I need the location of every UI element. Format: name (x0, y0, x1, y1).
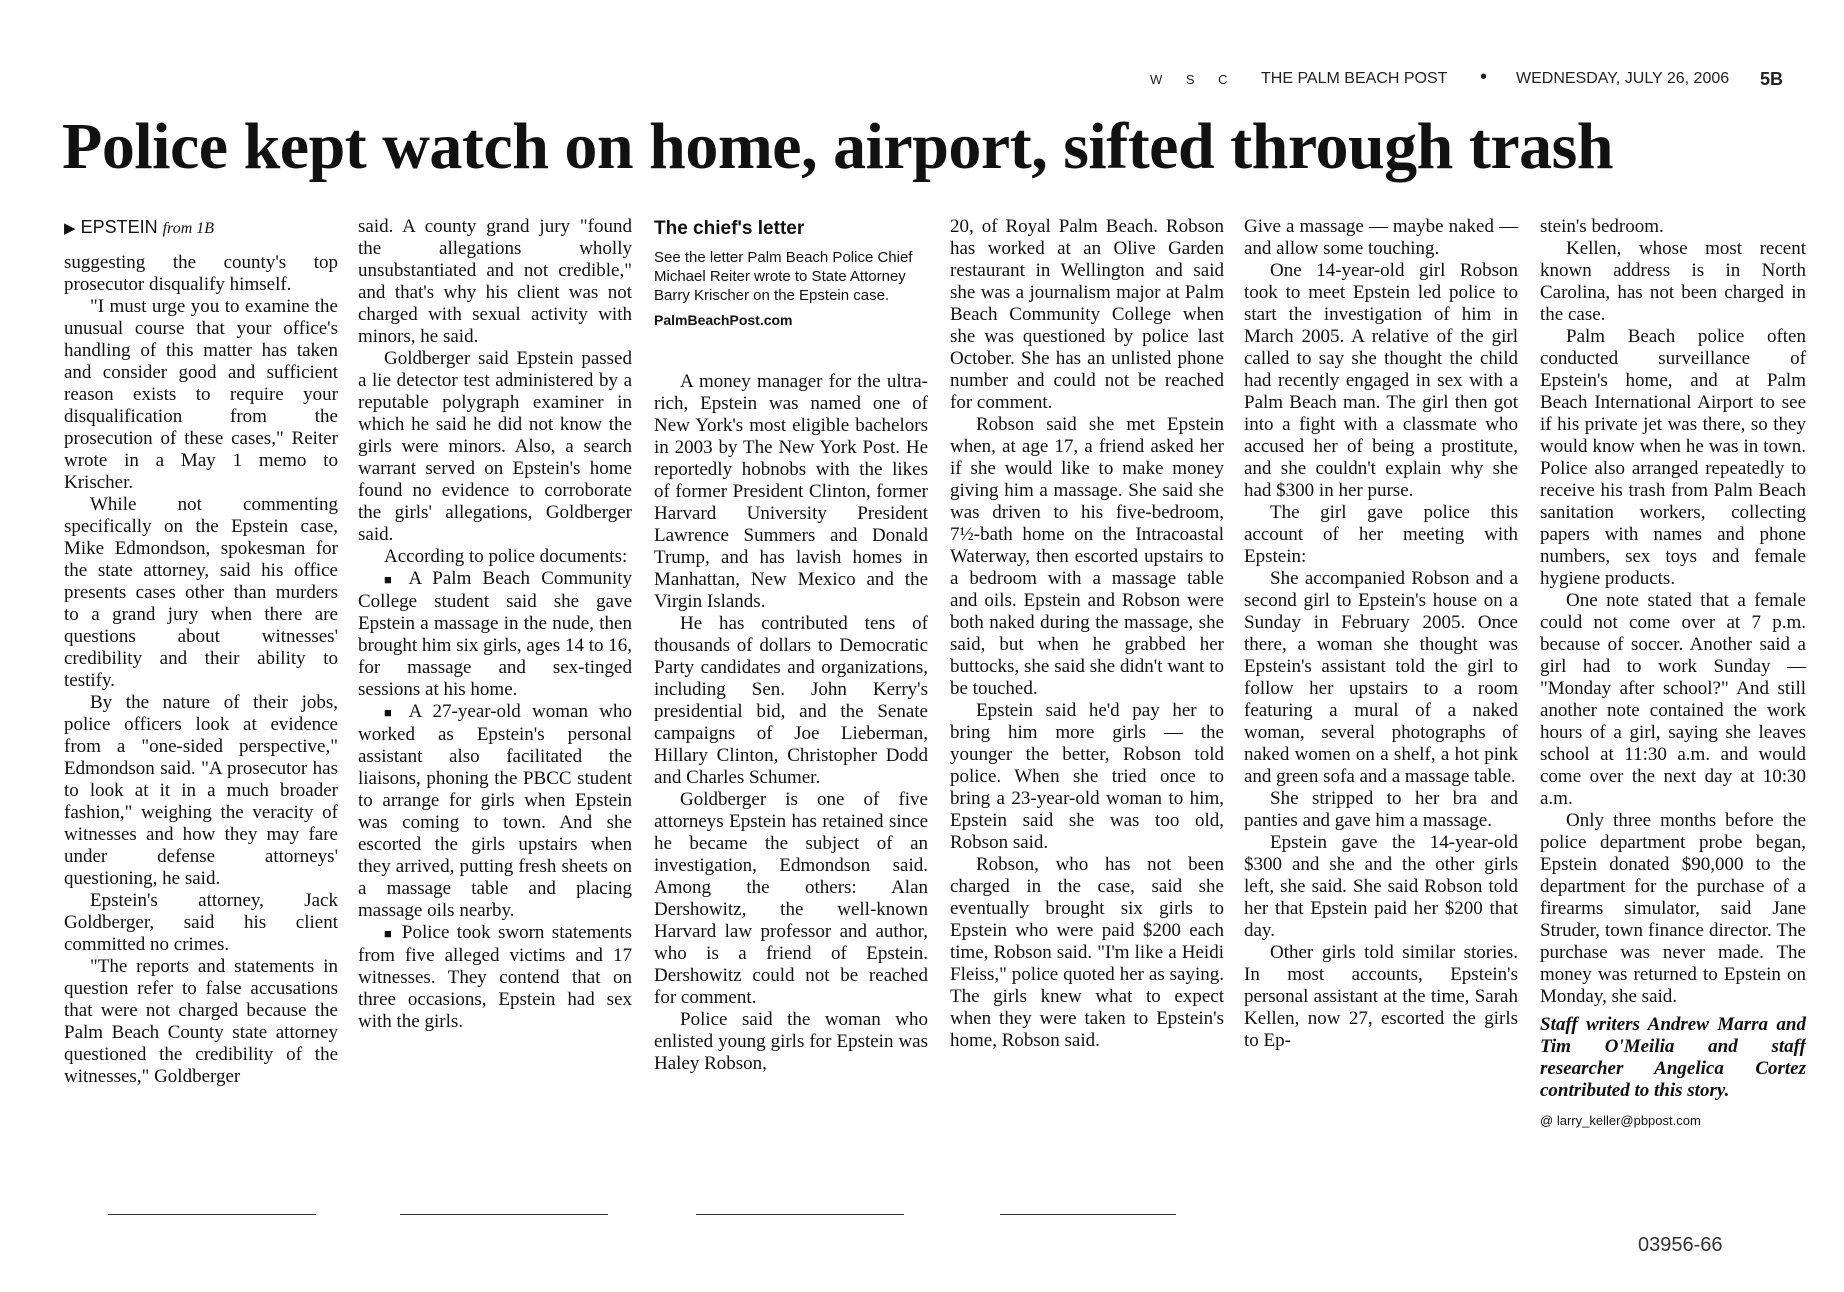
paragraph: Palm Beach police often conducted surveillance of Epstein's home, and at Palm Beach International Airport to see if his private jet was there, so they would know when he was in town. Police also arranged repeatedly to receive his trash from Palm Beach sanitation workers, collecting papers with names and phone numbers, sex toys and female hygiene products. (1540, 326, 1806, 589)
paragraph-text: A Palm Beach Community College student said she gave Epstein a massage in the nude, then brought him six girls, ages 14 to 16, for massage and sex-tinged sessions at his home. (358, 568, 632, 700)
paragraph: "The reports and statements in question refer to false accusations that were not charged because the Palm Beach County state attorney questioned the credibility of the witnesses," Goldberger (64, 956, 338, 1087)
author-email (1540, 1110, 1806, 1132)
paragraph: said. A county grand jury "found the allegations wholly unsubstantiated and not credible," and that's why his client was not charged with sexual activity with minors, he said. (358, 216, 632, 347)
page-number: 5B (1760, 69, 1784, 89)
paragraph: Police said the woman who enlisted young girls for Epstein was Haley Robson, (654, 1009, 928, 1074)
bullet-paragraph (358, 568, 632, 701)
bottom-rule (400, 1214, 608, 1215)
paragraph: Epstein's attorney, Jack Goldberger, said his client committed no crimes. (64, 890, 338, 955)
paragraph: Give a massage — maybe naked — and allow some touching. (1244, 216, 1518, 259)
paragraph: While not commenting specifically on the Epstein case, Mike Edmondson, spokesman for the state attorney, said his office presents cases other than murders to a grand jury when there are questions about witnesses' credibility and their ability to testify. (64, 494, 338, 691)
bullet-paragraph (358, 701, 632, 922)
bottom-rule (108, 1214, 316, 1215)
staff-credit: Staff writers Andrew Marra and Tim O'Meilia and staff researcher Angelica Cortez contributed to this story. (1540, 1014, 1806, 1101)
page-header (1150, 68, 1800, 92)
paragraph-text: A 27-year-old woman who worked as Epstein's personal assistant also facilitated the liaisons, phoning the PBCC student to arrange for girls when Epstein was coming to town. And she escorted the girls upstairs when they arrived, putting fresh sheets on a massage table and placing massage oils nearby. (358, 701, 632, 921)
header-bullet: • (1480, 66, 1488, 88)
paragraph: 20, of Royal Palm Beach. Robson has worked at an Olive Garden restaurant in Wellington and said she was a journalism major at Palm Beach Community College when she was questioned by police last October. She has an unlisted phone number and could not be reached for comment. (950, 216, 1224, 413)
paragraph: Epstein said he'd pay her to bring him more girls — the younger the better, Robson told police. When she tried once to bring a 23-year-old woman to him, Epstein said she was too old, Robson said. (950, 700, 1224, 853)
bullet-square-icon: ■ (384, 926, 395, 941)
jump-arrow-icon: ▶ (64, 220, 76, 237)
jump-name: EPSTEIN (80, 217, 158, 237)
paragraph: suggesting the county's top prosecutor disqualify himself. (64, 252, 338, 295)
paragraph: Robson said she met Epstein when, at age 17, a friend asked her if she would like to make money giving him a massage. She said she was driven to his five-bedroom, 7½-bath home on the Intracoastal Waterway, then escorted upstairs to a bedroom with a massage table and oils. Epstein and Robson were both naked during the massage, she said, but when he grabbed her buttocks, she said she didn't want to be touched. (950, 414, 1224, 699)
paragraph: Robson, who has not been charged in the case, said she eventually brought six girls to Epstein who were paid $200 each time, Robson said. "I'm like a Heidi Fleiss," police quoted her as saying. The girls knew what to expect when they were taken to Epstein's home, Robson said. (950, 854, 1224, 1051)
edition-code: W S C (1150, 72, 1238, 87)
paragraph: According to police documents: (384, 546, 628, 567)
paragraph: stein's bedroom. (1540, 216, 1664, 237)
column-2 (358, 216, 632, 1206)
paper-name: THE PALM BEACH POST (1261, 70, 1448, 87)
paragraph: The girl gave police this account of her meeting with Epstein: (1244, 502, 1518, 567)
paragraph: Only three months before the police department probe began, Epstein donated $90,000 to the department for the purchase of a firearms simulator, said Jane Struder, town finance director. The purchase was never made. The money was returned to Epstein on Monday, she said. (1540, 810, 1806, 1007)
paragraph: By the nature of their jobs, police officers look at evidence from a "one-sided perspective," Edmondson said. "A prosecutor has to look at it in a much broader fashion," weighing the veracity of witnesses and how they may fare under defense attorneys' questioning, he said. (64, 692, 338, 889)
paragraph: Goldberger is one of five attorneys Epstein has retained since he became the subject of an investigation, Edmondson said. Among the others: Alan Dershowitz, the well-known Harvard law professor and author, who is a friend of Epstein. Dershowitz could not be reached for comment. (654, 789, 928, 1008)
bottom-rule (1000, 1214, 1176, 1215)
paragraph: She accompanied Robson and a second girl to Epstein's house on a Sunday in February 2005. Once there, a woman she thought was Epstein's assistant told the girl to follow her upstairs to a room featuring a mural of a naked woman, several photographs of naked women on a shelf, a hot pink and green sofa and a massage table. (1244, 568, 1518, 787)
document-id: 03956-66 (1638, 1234, 1723, 1256)
paragraph: Goldberger said Epstein passed a lie detector test administered by a reputable polygraph examiner in which he said he did not know the girls were minors. Also, a search warrant served on Epstein's home found no evidence to corroborate the girls' allegations, Goldberger said. (358, 348, 632, 545)
paragraph: One note stated that a female could not come over at 7 p.m. because of soccer. Another said a girl had to work Sunday — "Monday after school?" And still another note contained the work hours of a girl, saying she leaves school at 11:30 a.m. and would come over the next day at 10:30 a.m. (1540, 590, 1806, 809)
headline: Police kept watch on home, airport, sifted through trash (62, 110, 1614, 183)
email-address[interactable]: larry_keller@pbpost.com (1556, 1113, 1701, 1128)
paragraph: One 14-year-old girl Robson took to meet Epstein led police to start the investigation of him in March 2005. A relative of the girl called to say she thought the child had recently engaged in sex with a Palm Beach man. The girl then got into a fight with a classmate who accused her of being a prostitute, and she couldn't explain why she had $300 in her purse. (1244, 260, 1518, 501)
sidebar-title: The chief's letter (654, 218, 805, 239)
bullet-square-icon: ■ (384, 572, 399, 587)
paragraph: Epstein gave the 14-year-old $300 and she and the other girls left, she said. She said Robson told her that Epstein paid her $200 that day. (1244, 832, 1518, 941)
column-1 (64, 216, 338, 1206)
sidebar-box (654, 218, 928, 331)
sidebar-body: See the letter Palm Beach Police Chief Michael Reiter wrote to State Attorney Barry Krischer on the Epstein case. (654, 249, 913, 304)
paragraph: Kellen, whose most recent known address is in North Carolina, has not been charged in the case. (1540, 238, 1806, 325)
bullet-square-icon: ■ (384, 705, 399, 720)
paragraph: She stripped to her bra and panties and gave him a massage. (1244, 788, 1518, 831)
sidebar-link[interactable]: PalmBeachPost.com (654, 312, 793, 328)
email-icon: @ (1540, 1113, 1554, 1128)
bullet-paragraph (358, 922, 632, 1033)
column-5 (1244, 216, 1518, 1206)
bottom-rule (696, 1214, 904, 1215)
jump-from: from 1B (162, 220, 215, 237)
paragraph: Other girls told similar stories. In most accounts, Epstein's personal assistant at the time, Sarah Kellen, now 27, escorted the girls to Ep- (1244, 942, 1518, 1051)
paragraph: "I must urge you to examine the unusual course that your office's handling of this matter has taken and consider good and sufficient reason exists to require your disqualification from the prosecution of these cases," Reiter wrote in a May 1 memo to Krischer. (64, 296, 338, 493)
column-6 (1540, 216, 1806, 1216)
paragraph-text: Police took sworn statements from five alleged victims and 17 witnesses. They contend that on three occasions, Epstein had sex with the girls. (358, 922, 632, 1032)
paragraph: He has contributed tens of thousands of dollars to Democratic Party candidates and organizations, including Sen. John Kerry's presidential bid, and the Senate campaigns of Joe Lieberman, Hillary Clinton, Christopher Dodd and Charles Schumer. (654, 613, 928, 788)
jump-line (64, 216, 338, 240)
issue-date: WEDNESDAY, JULY 26, 2006 (1516, 70, 1730, 87)
paragraph: A money manager for the ultra-rich, Epstein was named one of New York's most eligible bachelors in 2003 by The New York Post. He reportedly hobnobs with the likes of former President Clinton, former Harvard University President Lawrence Summers and Donald Trump, and has lavish homes in Manhattan, New Mexico and the Virgin Islands. (654, 371, 928, 612)
column-4 (950, 216, 1224, 1206)
column-3 (654, 218, 928, 1206)
